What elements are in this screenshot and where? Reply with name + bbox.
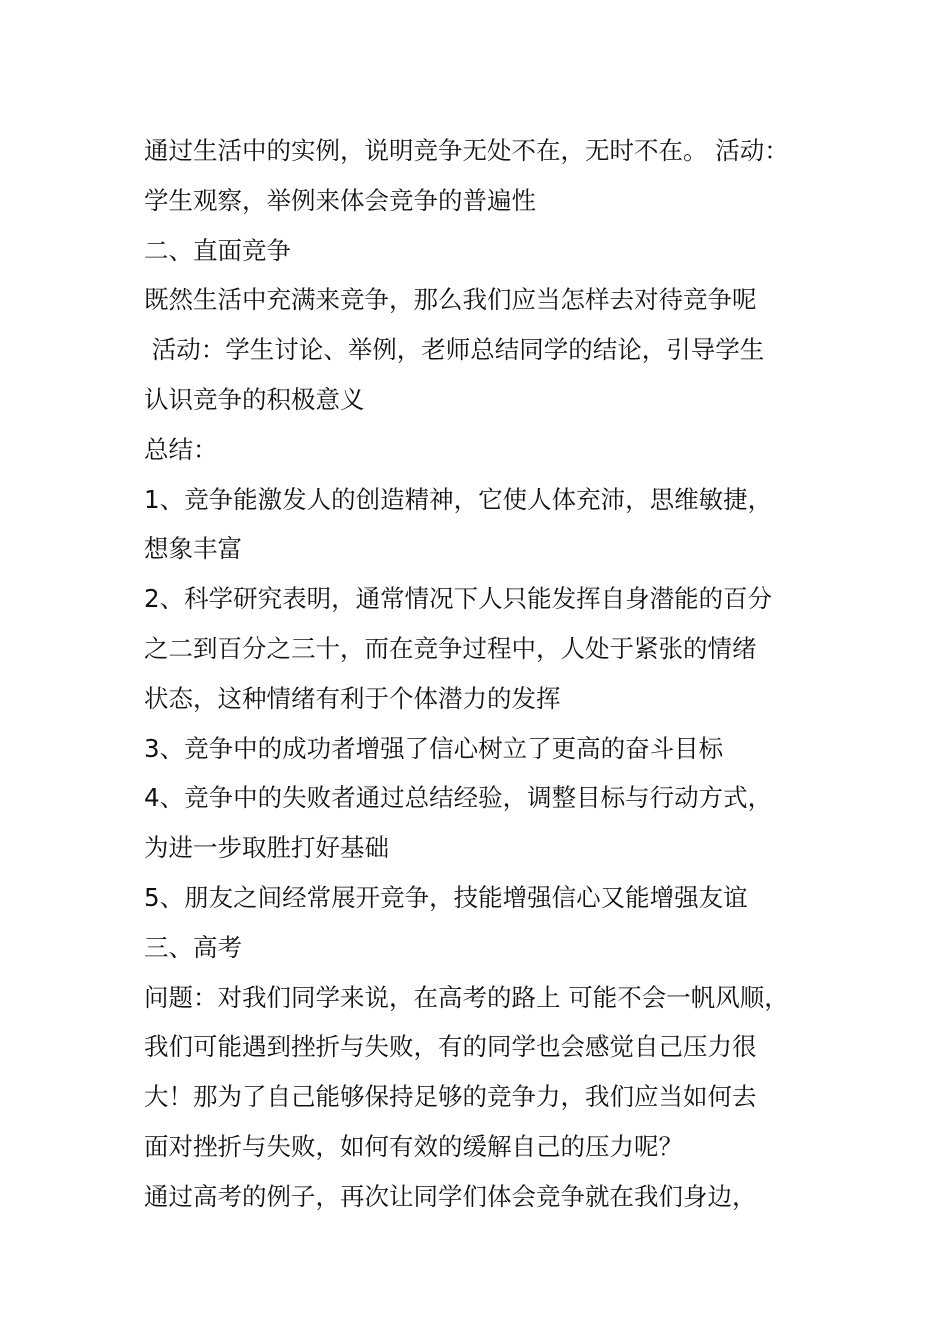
text-line: 认识竞争的积极意义: [144, 384, 365, 414]
text-line: 活动：学生讨论、举例，老师总结同学的结论，引导学生: [144, 335, 765, 365]
list-item: 状态，这种情绪有利于个体潜力的发挥: [144, 683, 561, 713]
list-item: 为进一步取胜打好基础: [144, 833, 389, 863]
document-body: [144, 126, 844, 1222]
list-item: 1、竞争能激发人的创造精神，它使人体充沛，思维敏捷，: [144, 484, 773, 514]
list-item: 之二到百分之三十，而在竞争过程中，人处于紧张的情绪: [144, 633, 757, 663]
list-item: 2、科学研究表明，通常情况下人只能发挥自身潜能的百分: [144, 584, 773, 614]
section-heading: 二、直面竞争: [144, 235, 291, 265]
text-line: 通过生活中的实例，说明竞争无处不在，无时不在。 活动：: [144, 136, 789, 165]
text-line: 通过高考的例子，再次让同学们体会竞争就在我们身边，: [144, 1181, 757, 1211]
list-item: 4、竞争中的失败者通过总结经验，调整目标与行动方式，: [144, 783, 773, 813]
text-line: 大！那为了自己能够保持足够的竞争力，我们应当如何去: [144, 1082, 757, 1112]
list-item: 5、朋友之间经常展开竞争，技能增强信心又能增强友谊: [144, 882, 748, 912]
text-line: 我们可能遇到挫折与失败，有的同学也会感觉自己压力很: [144, 1032, 757, 1062]
section-heading: 三、高考: [144, 932, 242, 962]
summary-heading: 总结：: [144, 434, 218, 464]
text-line: 学生观察，举例来体会竞争的普遍性: [144, 185, 536, 215]
list-item: 3、竞争中的成功者增强了信心树立了更高的奋斗目标: [144, 733, 724, 763]
list-item: 想象丰富: [144, 534, 242, 564]
text-line: 面对挫折与失败，如何有效的缓解自己的压力呢？: [144, 1131, 683, 1161]
text-line: 问题：对我们同学来说，在高考的路上 可能不会一帆风顺，: [144, 982, 789, 1012]
text-line: 既然生活中充满来竞争，那么我们应当怎样去对待竞争呢: [144, 285, 757, 315]
